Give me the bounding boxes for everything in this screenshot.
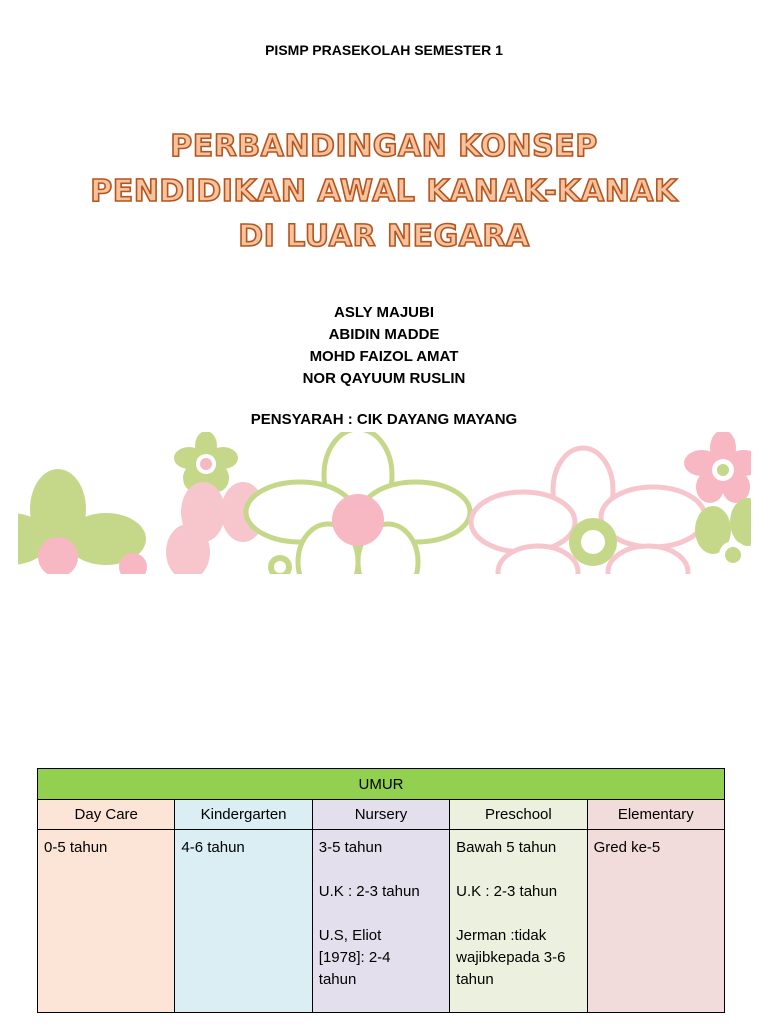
column-header-nursery: Nursery: [312, 800, 449, 830]
column-header-preschool: Preschool: [450, 800, 587, 830]
flower-pink-outline: [471, 448, 705, 574]
author-name: ASLY MAJUBI: [333, 304, 435, 321]
flower-banner: [18, 432, 751, 574]
cell-text: 4-6 tahun: [181, 839, 245, 856]
cell-text: U.K : 2-3 tahun: [318, 883, 420, 900]
title-line-1: PERBANDINGAN KONSEP: [170, 129, 598, 164]
age-comparison-table: [37, 768, 725, 1013]
cell-text: tahun: [456, 971, 494, 988]
flower-pink-small: [684, 432, 751, 503]
cell-text: Jerman :tidak: [456, 927, 547, 944]
lecturer-line: PENSYARAH : CIK DAYANG MAYANG: [250, 411, 518, 428]
author-name: ABIDIN MADDE: [328, 326, 440, 343]
cell-text: tahun: [318, 971, 357, 988]
column-header-elementary: Elementary: [587, 800, 724, 830]
cell-preschool: [450, 830, 587, 1013]
cell-text: wajibkepada 3-6: [456, 949, 566, 966]
author-list: [0, 302, 768, 390]
cell-daycare: [38, 830, 175, 1013]
cell-elementary: [587, 830, 724, 1013]
cell-nursery: [312, 830, 449, 1013]
author-name: NOR QAYUUM RUSLIN: [302, 370, 466, 387]
cell-text: U.K : 2-3 tahun: [456, 883, 558, 900]
slide-title: [0, 124, 768, 259]
cell-text: [1978]: 2-4: [318, 949, 391, 966]
cell-text: Gred ke-5: [593, 839, 661, 856]
table-title: UMUR: [38, 769, 725, 800]
flower-pink-left: [166, 482, 265, 574]
cell-kindergarten: [175, 830, 312, 1013]
course-heading: PISMP PRASEKOLAH SEMESTER 1: [265, 42, 503, 58]
cell-text: Bawah 5 tahun: [456, 839, 557, 856]
flower-outline-center: [246, 432, 470, 574]
cell-text: U.S, Eliot: [318, 927, 382, 944]
flower-green-bud: [268, 555, 292, 574]
author-name: MOHD FAIZOL AMAT: [309, 348, 459, 365]
cell-text: 3-5 tahun: [318, 839, 383, 856]
title-line-2: PENDIDIKAN AWAL KANAK-KANAK: [90, 174, 678, 209]
column-header-kindergarten: Kindergarten: [175, 800, 312, 830]
cell-text: 0-5 tahun: [44, 839, 108, 856]
title-line-3: DI LUAR NEGARA: [238, 219, 530, 254]
column-header-daycare: Day Care: [38, 800, 175, 830]
